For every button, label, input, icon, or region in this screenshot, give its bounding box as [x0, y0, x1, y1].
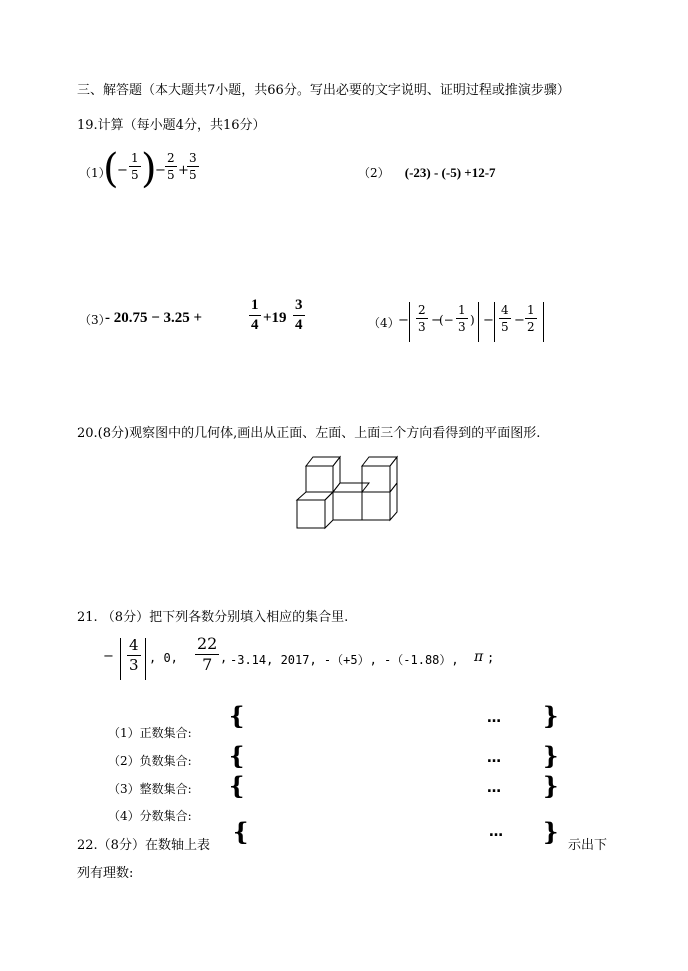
cube-top-left-top: [306, 457, 340, 466]
set-positive-close-brace: }: [543, 701, 559, 730]
set-negative-open-brace: {: [229, 741, 245, 770]
set-fraction-dots: …: [489, 824, 505, 840]
abs-bar-left-2: [494, 302, 495, 342]
fraction-1-5: $\frac{1}{5}$: [131, 151, 139, 182]
set-integer-open-brace: {: [229, 771, 245, 800]
cube-middle-top: [333, 483, 369, 492]
fraction-3-4: $\frac{3}{4}$: [295, 297, 303, 333]
cube-bottom-middle-front: [333, 492, 362, 520]
set-integer-dots: …: [487, 780, 503, 796]
right-paren: ): [141, 146, 157, 192]
list-lead-minus: −: [103, 649, 114, 664]
fraction-1-4: $\frac{1}{4}$: [251, 297, 259, 333]
abs-bar-right-2: [543, 302, 544, 342]
q21-number-list: [103, 636, 523, 684]
cube-figure: [290, 450, 410, 536]
cube-front-left-top: [297, 492, 333, 500]
part3-expression-head: - 20.75 − 3.25 +: [105, 310, 203, 326]
q20-text: 20.(8分)观察图中的几何体,画出从正面、左面、上面三个方向看得到的平面图形.: [77, 426, 541, 441]
dash-minus: −: [483, 313, 494, 328]
set-positive-label: （1）正数集合:: [108, 726, 192, 740]
q22-text-head: 22.（8分）在数轴上表: [77, 838, 210, 853]
fraction-3-5: $\frac{3}{5}$: [189, 151, 197, 182]
fraction-22-7: $\frac{22}{7}$: [197, 634, 218, 674]
q22-text-tail: 示出下: [568, 838, 608, 853]
cube-top-left-front: [306, 466, 333, 492]
cube-bottom-right-side: [390, 483, 397, 520]
sep-zero: , 0,: [149, 651, 178, 665]
set-positive-open-brace: {: [229, 701, 245, 730]
lead-minus: −: [398, 313, 409, 328]
abs-bar-right: [145, 638, 146, 680]
minus-inner: −: [431, 313, 442, 328]
q21-title: 21. （8分）把下列各数分别填入相应的集合里.: [77, 610, 349, 625]
part2-label: （2）: [358, 166, 390, 180]
set-positive-dots: …: [487, 710, 503, 726]
set-integer-close-brace: }: [543, 771, 559, 800]
neg-sign: −: [117, 163, 128, 178]
open-neg-paren: (−: [439, 313, 454, 327]
cube-top-right-front: [362, 466, 390, 492]
abs-bar-left: [120, 638, 121, 680]
cube-top-right-top: [362, 457, 397, 466]
fraction-4-5: $\frac{4}{5}$: [501, 303, 509, 334]
part4-label: （4）: [368, 316, 400, 330]
set-negative-label: （2）负数集合:: [108, 754, 192, 768]
list-end: ;: [487, 651, 495, 665]
q22-line2: 列有理数:: [77, 866, 134, 881]
q19-part2: [358, 162, 496, 181]
fraction-1-2: $\frac{1}{2}$: [527, 303, 535, 334]
part3-label: （3）: [79, 313, 111, 327]
close-paren: ): [470, 313, 475, 327]
pi-symbol: π: [474, 649, 484, 665]
cube-front-left-front: [297, 500, 325, 528]
set-negative-close-brace: }: [543, 741, 559, 770]
abs-bar-left-1: [409, 302, 410, 342]
sep-comma: ,: [220, 651, 228, 665]
minus-sign: −: [155, 163, 166, 178]
abs-bar-right-1: [478, 302, 479, 342]
fraction-2-3: $\frac{2}{3}$: [418, 303, 426, 334]
set-integer-label: （3）整数集合:: [108, 782, 192, 796]
left-paren: (: [103, 146, 119, 192]
minus-abs2: −: [514, 313, 525, 328]
fraction-4-3: $\frac{4}{3}$: [129, 636, 139, 674]
list-rest: -3.14, 2017, -（+5）, -（-1.88）,: [230, 653, 459, 667]
part1-label: （1）: [79, 166, 111, 180]
plus-sign: +: [178, 163, 189, 178]
cube-bottom-right-front: [362, 492, 390, 520]
q19-title: 19.计算（每小题4分，共16分）: [77, 118, 266, 133]
set-fraction-label: （4）分数集合:: [108, 809, 192, 823]
fraction-1-3: $\frac{1}{3}$: [458, 303, 466, 334]
part3-mid: +19: [263, 310, 287, 326]
set-fraction-close-brace: }: [543, 817, 559, 846]
cube-front-left-side: [325, 492, 333, 528]
set-fraction-open-brace: {: [233, 817, 249, 846]
set-negative-dots: …: [487, 750, 503, 766]
part2-expression: (-23) - (-5) +12-7: [404, 165, 496, 180]
q19-part4: [368, 300, 558, 344]
fraction-2-5: $\frac{2}{5}$: [167, 151, 175, 182]
section-header: 三、解答题（本大题共7小题，共66分。写出必要的文字说明、证明过程或推演步骤）: [77, 83, 570, 98]
